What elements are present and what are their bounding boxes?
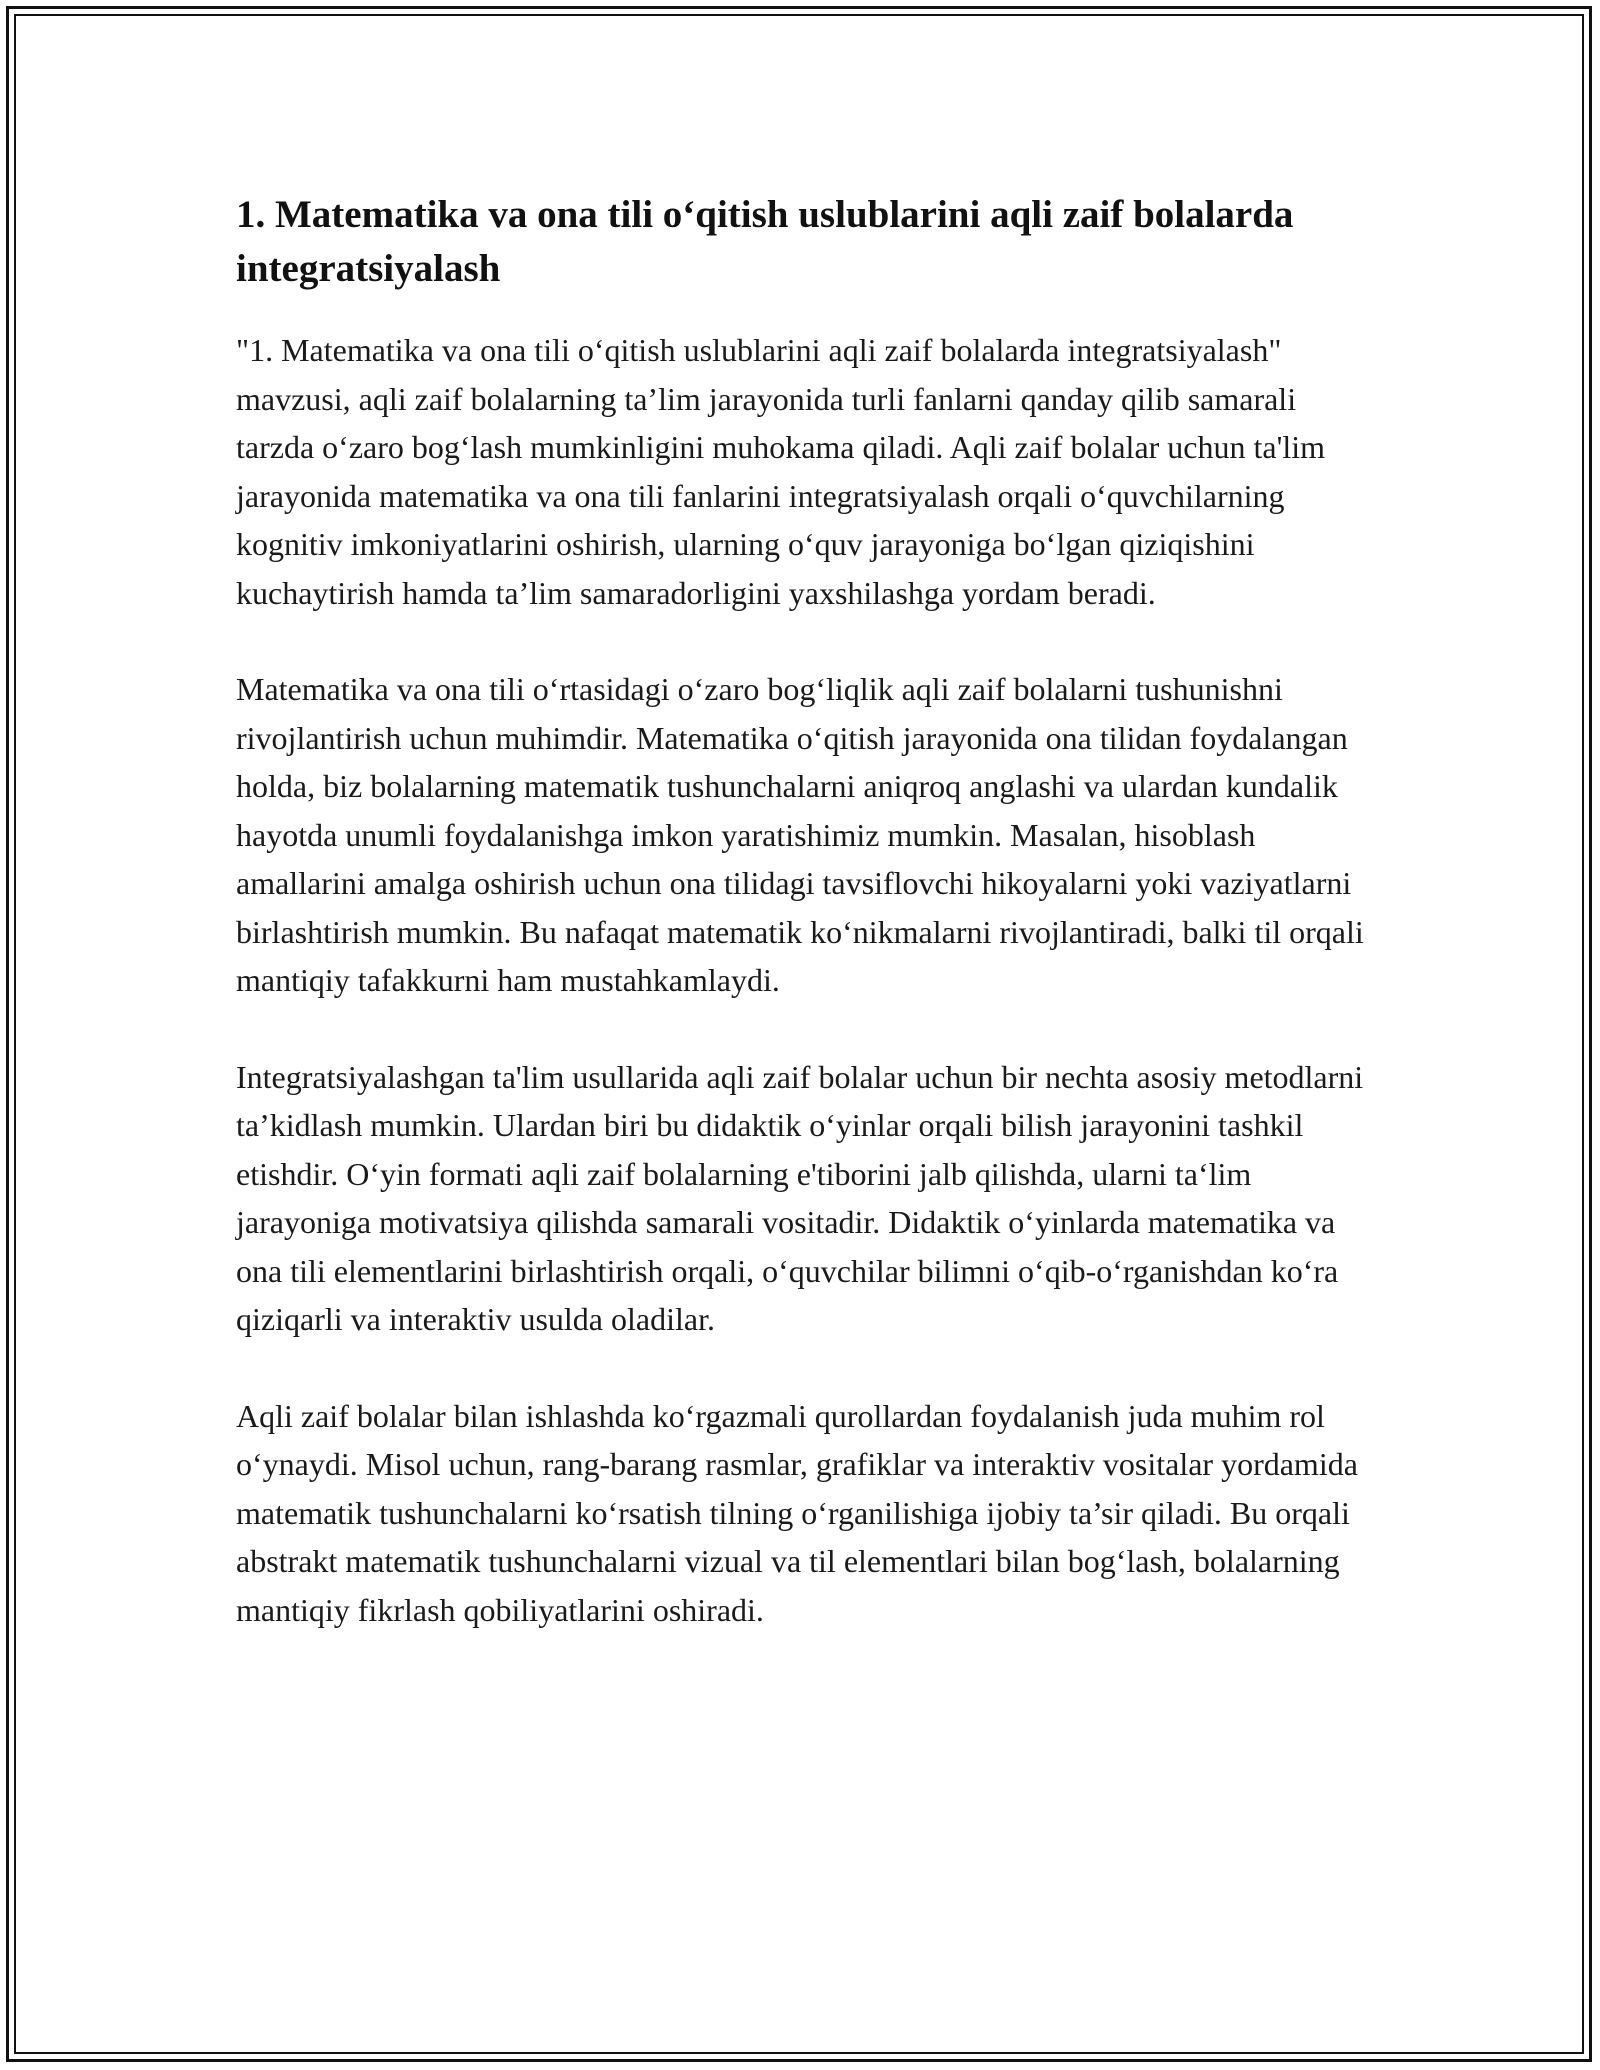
document-title: 1. Matematika va ona tili o‘qitish uslublarini aqli zaif bolalarda integratsiyalash (236, 193, 1294, 290)
paragraph-3: Integratsiyalashgan ta'lim usullarida aqli zaif bolalar uchun bir nechta asosiy metodlarni ta’kidlash mumkin. Ulardan biri bu didaktik o‘yinlar orqali bilish jarayonini tashkil etishdir. O‘yin formati aqli zaif bolalarning e'tiborini jalb qilishda, ularni ta‘lim jarayoniga motivatsiya qilishda samarali vositadir. Didaktik o‘yinlarda matematika va ona tili elementlarini birlashtirish orqali, o‘quvchilar bilimni o‘qib-o‘rganishdan ko‘ra qiziqarli va interaktiv usulda oladilar. (236, 1058, 1364, 1337)
document-body (236, 188, 1376, 1682)
paragraph-4: Aqli zaif bolalar bilan ishlashda ko‘rgazmali qurollardan foydalanish juda muhim rol o‘ynaydi. Misol uchun, rang-barang rasmlar, grafiklar va interaktiv vositalar yordamida matematik tushunchalarni ko‘rsatish tilning o‘rganilishiga ijobiy ta’sir qiladi. Bu orqali abstrakt matematik tushunchalarni vizual va til elementlari bilan bog‘lash, bolalarning mantiqiy fikrlash qobiliyatlarini oshiradi. (236, 1397, 1358, 1628)
paragraph-1: "1. Matematika va ona tili o‘qitish uslublarini aqli zaif bolalarda integratsiyalash" mavzusi, aqli zaif bolalarning ta’lim jarayonida turli fanlarni qanday qilib samarali tarzda o‘zaro bog‘lash mumkinligini muhokama qiladi. Aqli zaif bolalar uchun ta'lim jarayonida matematika va ona tili fanlarini integratsiyalash orqali o‘quvchilarning kognitiv imkoniyatlarini oshirish, ularning o‘quv jarayoniga bo‘lgan qiziqishini kuchaytirish hamda ta’lim samaradorligini yaxshilashga yordam beradi. (236, 332, 1326, 611)
paragraph-2: Matematika va ona tili o‘rtasidagi o‘zaro bog‘liqlik aqli zaif bolalarni tushunishni rivojlantirish uchun muhimdir. Matematika o‘qitish jarayonida ona tilidan foydalangan holda, biz bolalarning matematik tushunchalarni aniqroq anglashi va ulardan kundalik hayotda unumli foydalanishga imkon yaratishimiz mumkin. Masalan, hisoblash amallarini amalga oshirish uchun ona tilidagi tavsiflovchi hikoyalarni yoki vaziyatlarni birlashtirish mumkin. Bu nafaqat matematik ko‘nikmalarni rivojlantiradi, balki til orqali mantiqiy tafakkurni ham mustahkamlaydi. (236, 671, 1364, 998)
